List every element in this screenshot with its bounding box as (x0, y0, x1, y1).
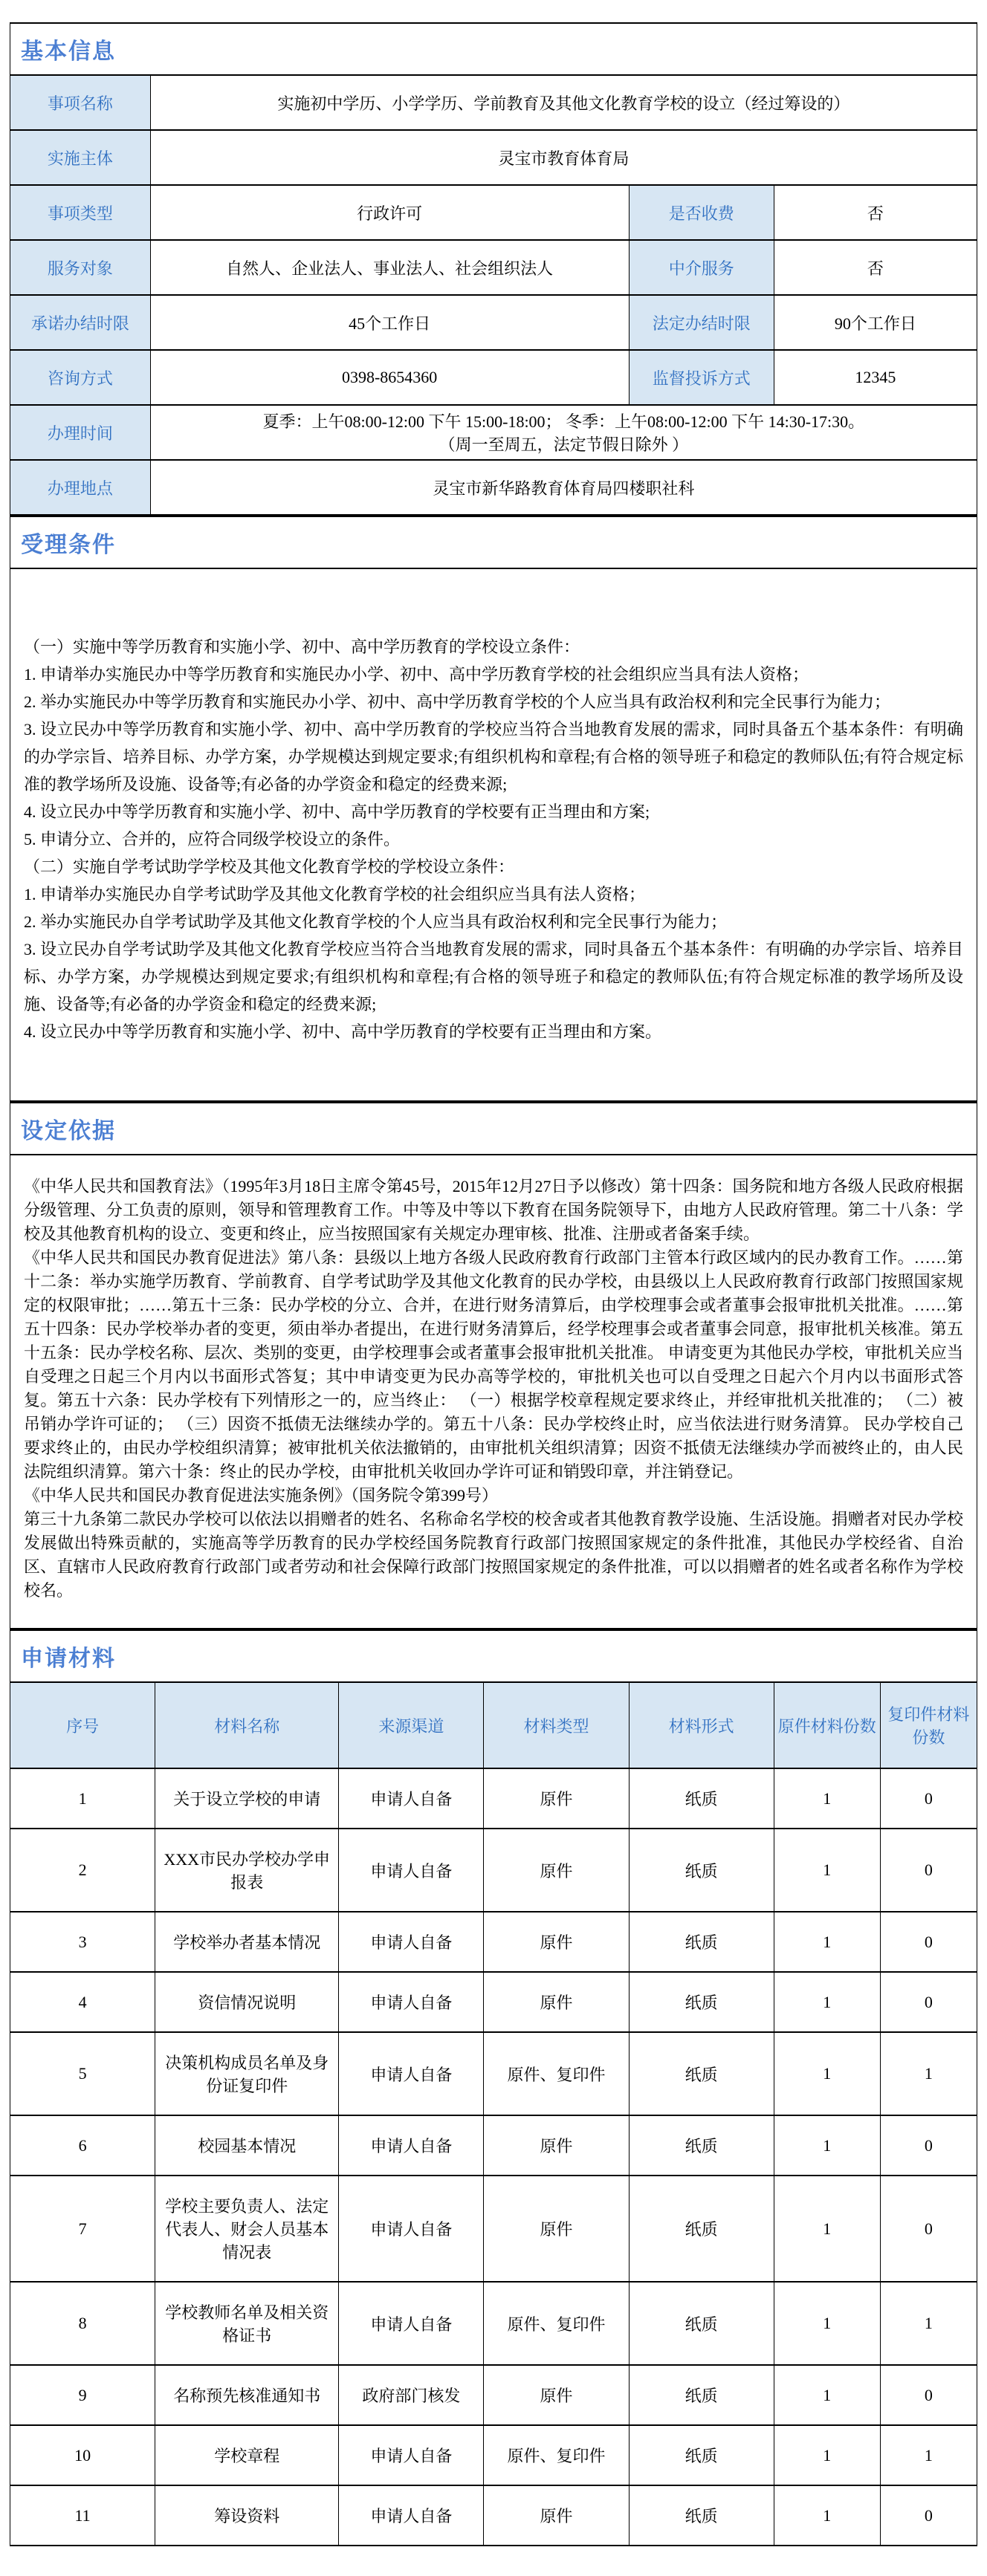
cell-duplicate-copies: 0 (880, 2115, 977, 2176)
office-hours-line2: （周一至周五，法定节假日除外 ） (439, 435, 689, 454)
cell-material-name: 名称预先核准通知书 (155, 2365, 339, 2425)
cell-duplicate-copies: 0 (880, 1912, 977, 1972)
cell-material-name: 学校举办者基本情况 (155, 1912, 339, 1972)
acceptance-body-row (10, 568, 977, 1101)
cell-material-form: 纸质 (629, 2176, 774, 2282)
legal-basis-text (10, 1155, 977, 1629)
cell-seq: 10 (10, 2425, 155, 2485)
field-value-complaint: 12345 (774, 350, 977, 405)
cell-source: 申请人自备 (339, 2176, 484, 2282)
field-value-statutory-limit: 90个工作日 (774, 295, 977, 350)
cell-source: 申请人自备 (339, 2282, 484, 2365)
table-row (10, 2485, 977, 2546)
cell-material-type: 原件 (484, 1768, 629, 1829)
acceptance-section-title: 受理条件 (10, 516, 977, 568)
cell-seq: 4 (10, 1972, 155, 2032)
acceptance-title-row (10, 516, 977, 568)
cell-original-copies: 1 (774, 2176, 880, 2282)
cell-source: 申请人自备 (339, 2032, 484, 2115)
cell-material-form: 纸质 (629, 1829, 774, 1912)
cell-seq: 5 (10, 2032, 155, 2115)
cell-original-copies: 1 (774, 1972, 880, 2032)
cell-material-type: 原件 (484, 2485, 629, 2546)
cell-source: 申请人自备 (339, 2425, 484, 2485)
legal-basis-section (10, 1102, 977, 1629)
cell-material-name: 关于设立学校的申请 (155, 1768, 339, 1829)
cell-material-type: 原件 (484, 2115, 629, 2176)
cell-material-form: 纸质 (629, 2282, 774, 2365)
table-row (10, 405, 977, 460)
cell-source: 申请人自备 (339, 1768, 484, 1829)
field-label-service-target: 服务对象 (10, 240, 151, 295)
cell-original-copies: 1 (774, 2365, 880, 2425)
condition-line: 1. 申请举办实施民办中等学历教育和实施民办小学、初中、高中学历教育学校的社会组织应当具有法人资格； (24, 665, 809, 684)
field-label-implementing-body: 实施主体 (10, 130, 151, 185)
cell-seq: 6 (10, 2115, 155, 2176)
field-label-fee: 是否收费 (629, 185, 774, 240)
table-row (10, 350, 977, 405)
cell-material-form: 纸质 (629, 2425, 774, 2485)
table-row (10, 1972, 977, 2032)
condition-line: 2. 举办实施民办自学考试助学及其他文化教育学校的个人应当具有政治权利和完全民事行为能力； (24, 912, 728, 931)
field-label-complaint: 监督投诉方式 (629, 350, 774, 405)
column-header-duplicate-copies: 复印件材料份数 (880, 1682, 977, 1768)
field-label-intermediary: 中介服务 (629, 240, 774, 295)
cell-seq: 3 (10, 1912, 155, 1972)
cell-material-name: 学校教师名单及相关资格证书 (155, 2282, 339, 2365)
cell-material-type: 原件、复印件 (484, 2032, 629, 2115)
materials-header-row (10, 1682, 977, 1768)
cell-material-name: 校园基本情况 (155, 2115, 339, 2176)
table-row (10, 130, 977, 185)
condition-line: （一）实施中等学历教育和实施小学、初中、高中学历教育的学校设立条件： (24, 637, 580, 656)
cell-material-type: 原件 (484, 1972, 629, 2032)
field-value-implementing-body: 灵宝市教育体育局 (150, 130, 977, 185)
cell-original-copies: 1 (774, 1768, 880, 1829)
cell-material-type: 原件 (484, 1829, 629, 1912)
cell-material-form: 纸质 (629, 2485, 774, 2546)
cell-material-name: 资信情况说明 (155, 1972, 339, 2032)
cell-source: 申请人自备 (339, 2485, 484, 2546)
table-row (10, 240, 977, 295)
condition-line: 4. 设立民办中等学历教育和实施小学、初中、高中学历教育的学校要有正当理由和方案; (24, 802, 650, 821)
cell-duplicate-copies: 0 (880, 1768, 977, 1829)
table-row (10, 185, 977, 240)
field-label-office-hours: 办理时间 (10, 405, 151, 460)
legal-basis-paragraph: 第三十九条第二款民办学校可以依法以捐赠者的姓名、名称命名学校的校舍或者其他教育教学设施、生活设施。捐赠者对民办学校发展做出特殊贡献的，实施高等学历教育的民办学校经国务院教育行政部门按照国家规定的条件批准，其他民办学校经省、自治区、直辖市人民政府教育行政部门或者劳动和社会保障行政部门按照国家规定的条件批准，可以以捐赠者的姓名或者名称作为学校校名。 (24, 1510, 963, 1600)
legal-basis-title-row (10, 1103, 977, 1155)
field-value-office-location: 灵宝市新华路教育体育局四楼职社科 (150, 460, 977, 515)
table-row (10, 1912, 977, 1972)
cell-material-name: XXX市民办学校办学申报表 (155, 1829, 339, 1912)
cell-original-copies: 1 (774, 2032, 880, 2115)
field-label-item-name: 事项名称 (10, 75, 151, 130)
cell-seq: 9 (10, 2365, 155, 2425)
legal-basis-paragraph: 《中华人民共和国民办教育促进法》第八条：县级以上地方各级人民政府教育行政部门主管本行政区域内的民办教育工作。……第十二条：举办实施学历教育、学前教育、自学考试助学及其他文化教育的民办学校，由县级以上人民政府教育行政部门按照国家规定的权限审批；……第五十三条：民办学校的分立、合并，在进行财务清算后，由学校理事会或者董事会报审批机关批准。……第五十四条：民办学校举办者的变更，须由举办者提出，在进行财务清算后，经学校理事会或者董事会同意，报审批机关核准。第五十五条：民办学校名称、层次、类别的变更，由学校理事会或者董事会报审批机关批准。 申请变更为其他民办学校，审批机关应当自受理之日起三个月内以书面形式答复；其中申请变更为民办高等学校的，审批机关也可以自受理之日起六个月内以书面形式答复。第五十六条：民办学校有下列情形之一的，应当终止： （一）根据学校章程规定要求终止，并经审批机关批准的； （二）被吊销办学许可证的； （三）因资不抵债无法继续办学的。第五十八条：民办学校终止时，应当依法进行财务清算。 民办学校自己要求终止的，由民办学校组织清算；被审批机关依法撤销的，由审批机关组织清算；因资不抵债无法继续办学而被终止的，由人民法院组织清算。第六十条：终止的民办学校，由审批机关收回办学许可证和销毁印章，并注销登记。 (24, 1248, 963, 1481)
field-label-item-type: 事项类型 (10, 185, 151, 240)
condition-line: 2. 举办实施民办中等学历教育和实施民办小学、初中、高中学历教育学校的个人应当具有政治权利和完全民事行为能力； (24, 692, 891, 711)
cell-duplicate-copies: 1 (880, 2425, 977, 2485)
cell-duplicate-copies: 0 (880, 2176, 977, 2282)
cell-material-form: 纸质 (629, 2115, 774, 2176)
acceptance-conditions-text (10, 568, 977, 1101)
cell-source: 申请人自备 (339, 1829, 484, 1912)
field-value-promised-limit: 45个工作日 (150, 295, 629, 350)
cell-material-type: 原件 (484, 1912, 629, 1972)
cell-original-copies: 1 (774, 1912, 880, 1972)
cell-duplicate-copies: 1 (880, 2032, 977, 2115)
cell-duplicate-copies: 0 (880, 2365, 977, 2425)
basic-info-title-row (10, 23, 977, 75)
cell-seq: 1 (10, 1768, 155, 1829)
column-header-seq: 序号 (10, 1682, 155, 1768)
cell-seq: 11 (10, 2485, 155, 2546)
cell-duplicate-copies: 0 (880, 1829, 977, 1912)
cell-original-copies: 1 (774, 2115, 880, 2176)
field-label-consult-phone: 咨询方式 (10, 350, 151, 405)
basic-info-section-title: 基本信息 (10, 23, 977, 75)
table-row (10, 1829, 977, 1912)
cell-original-copies: 1 (774, 2485, 880, 2546)
table-row (10, 2032, 977, 2115)
condition-line: 3. 设立民办自学考试助学及其他文化教育学校应当符合当地教育发展的需求，同时具备五个基本条件：有明确的办学宗旨、培养目标、办学方案，办学规模达到规定要求;有组织机构和章程;有合格的领导班子和稳定的教师队伍;有符合规定标准的教学场所及设施、设备等;有必备的办学资金和稳定的经费来源; (24, 940, 963, 1013)
materials-title-row (10, 1630, 977, 1682)
field-value-fee: 否 (774, 185, 977, 240)
cell-source: 政府部门核发 (339, 2365, 484, 2425)
table-row (10, 2176, 977, 2282)
condition-line: （二）实施自学考试助学学校及其他文化教育学校的学校设立条件： (24, 857, 515, 876)
table-row (10, 295, 977, 350)
cell-source: 申请人自备 (339, 1912, 484, 1972)
application-materials-section (10, 1629, 977, 2546)
cell-seq: 8 (10, 2282, 155, 2365)
table-row (10, 2425, 977, 2485)
table-row (10, 2365, 977, 2425)
column-header-material-name: 材料名称 (155, 1682, 339, 1768)
cell-material-form: 纸质 (629, 1972, 774, 2032)
field-label-promised-limit: 承诺办结时限 (10, 295, 151, 350)
column-header-original-copies: 原件材料份数 (774, 1682, 880, 1768)
field-value-service-target: 自然人、企业法人、事业法人、社会组织法人 (150, 240, 629, 295)
field-value-consult-phone: 0398-8654360 (150, 350, 629, 405)
field-label-office-location: 办理地点 (10, 460, 151, 515)
materials-section-title: 申请材料 (10, 1630, 977, 1682)
table-row (10, 75, 977, 130)
field-value-item-type: 行政许可 (150, 185, 629, 240)
field-value-item-name: 实施初中学历、小学学历、学前教育及其他文化教育学校的设立（经过筹设的） (150, 75, 977, 130)
cell-material-name: 筹设资料 (155, 2485, 339, 2546)
table-row (10, 2282, 977, 2365)
cell-seq: 7 (10, 2176, 155, 2282)
cell-original-copies: 1 (774, 2282, 880, 2365)
cell-material-form: 纸质 (629, 1768, 774, 1829)
cell-material-name: 决策机构成员名单及身份证复印件 (155, 2032, 339, 2115)
cell-duplicate-copies: 0 (880, 2485, 977, 2546)
cell-material-form: 纸质 (629, 1912, 774, 1972)
field-value-office-hours (150, 405, 977, 460)
column-header-material-type: 材料类型 (484, 1682, 629, 1768)
acceptance-conditions-section (10, 516, 977, 1102)
table-row (10, 2115, 977, 2176)
field-value-intermediary: 否 (774, 240, 977, 295)
legal-basis-body-row (10, 1155, 977, 1629)
condition-line: 3. 设立民办中等学历教育和实施小学、初中、高中学历教育的学校应当符合当地教育发展的需求，同时具备五个基本条件：有明确的办学宗旨、培养目标、办学方案，办学规模达到规定要求;有组织机构和章程;有合格的领导班子和稳定的教师队伍;有符合规定标准的教学场所及设施、设备等;有必备的办学资金和稳定的经费来源; (24, 720, 963, 794)
legal-basis-paragraph: 《中华人民共和国教育法》（1995年3月18日主席令第45号，2015年12月27日予以修改）第十四条：国务院和地方各级人民政府根据分级管理、分工负责的原则，领导和管理教育工作。中等及中等以下教育在国务院领导下，由地方人民政府管理。第二十八条：学校及其他教育机构的设立、变更和终止，应当按照国家有关规定办理审核、批准、注册或者备案手续。 (24, 1177, 963, 1243)
cell-material-name: 学校章程 (155, 2425, 339, 2485)
cell-material-form: 纸质 (629, 2365, 774, 2425)
column-header-source: 来源渠道 (339, 1682, 484, 1768)
office-hours-line1: 夏季：上午08:00-12:00 下午 15:00-18:00； 冬季：上午08:00-12:00 下午 14:30-17:30。 (262, 412, 865, 431)
field-label-statutory-limit: 法定办结时限 (629, 295, 774, 350)
condition-line: 4. 设立民办中等学历教育和实施小学、初中、高中学历教育的学校要有正当理由和方案。 (24, 1022, 662, 1041)
cell-material-form: 纸质 (629, 2032, 774, 2115)
condition-line: 5. 申请分立、合并的，应符合同级学校设立的条件。 (24, 830, 401, 849)
cell-material-type: 原件、复印件 (484, 2425, 629, 2485)
condition-line: 1. 申请举办实施民办自学考试助学及其他文化教育学校的社会组织应当具有法人资格； (24, 885, 646, 903)
cell-source: 申请人自备 (339, 2115, 484, 2176)
cell-original-copies: 1 (774, 2425, 880, 2485)
cell-material-type: 原件、复印件 (484, 2282, 629, 2365)
basic-info-section (10, 22, 977, 516)
column-header-material-form: 材料形式 (629, 1682, 774, 1768)
cell-seq: 2 (10, 1829, 155, 1912)
cell-source: 申请人自备 (339, 1972, 484, 2032)
cell-material-name: 学校主要负责人、法定代表人、财会人员基本情况表 (155, 2176, 339, 2282)
cell-duplicate-copies: 1 (880, 2282, 977, 2365)
cell-material-type: 原件 (484, 2176, 629, 2282)
legal-basis-paragraph: 《中华人民共和国民办教育促进法实施条例》（国务院令第399号） (24, 1486, 499, 1505)
cell-duplicate-copies: 0 (880, 1972, 977, 2032)
cell-original-copies: 1 (774, 1829, 880, 1912)
table-row (10, 460, 977, 515)
table-row (10, 1768, 977, 1829)
page-content (10, 22, 977, 2546)
legal-basis-section-title: 设定依据 (10, 1103, 977, 1155)
cell-material-type: 原件 (484, 2365, 629, 2425)
